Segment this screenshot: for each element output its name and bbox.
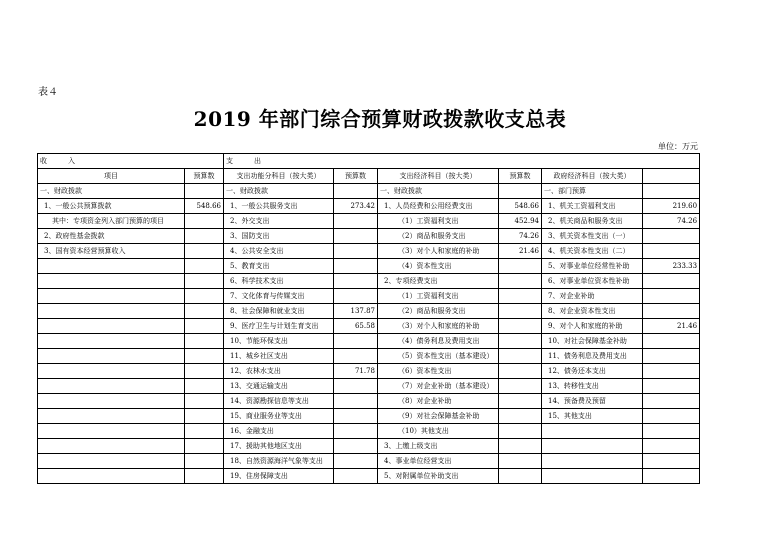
func-item: 17、援助其他地区支出 (224, 439, 334, 454)
income-item (38, 304, 185, 319)
gov-item: 3、机关资本性支出（一） (542, 229, 643, 244)
gov-item: 2、机关商品和服务支出 (542, 214, 643, 229)
col-budget-header: 预算数 (334, 169, 378, 184)
gov-item: 12、债务还本支出 (542, 364, 643, 379)
func-amount (334, 184, 378, 199)
table-row (38, 424, 700, 439)
econ-item: （3）对个人和家庭的补助 (378, 319, 499, 334)
gov-item (542, 439, 643, 454)
func-amount (334, 439, 378, 454)
gov-amount (643, 244, 700, 259)
income-item (38, 289, 185, 304)
func-amount (334, 394, 378, 409)
func-item: 16、金融支出 (224, 424, 334, 439)
econ-item: （4）债务利息及费用支出 (378, 334, 499, 349)
func-amount (334, 409, 378, 424)
econ-item: （2）商品和服务支出 (378, 304, 499, 319)
func-amount: 273.42 (334, 199, 378, 214)
gov-item: 14、预备费及预留 (542, 394, 643, 409)
income-item (38, 349, 185, 364)
func-amount (334, 469, 378, 484)
econ-item: （8）对企业补助 (378, 394, 499, 409)
table-row (38, 214, 700, 229)
table-row (38, 319, 700, 334)
gov-item: 6、对事业单位资本性补助 (542, 274, 643, 289)
income-amount (185, 319, 224, 334)
gov-amount: 21.46 (643, 319, 700, 334)
func-item: 5、教育支出 (224, 259, 334, 274)
econ-item: （10）其他支出 (378, 424, 499, 439)
table-row (38, 394, 700, 409)
econ-amount (499, 439, 542, 454)
func-amount: 65.58 (334, 319, 378, 334)
gov-amount (643, 454, 700, 469)
gov-item: 4、机关资本性支出（二） (542, 244, 643, 259)
gov-amount (643, 364, 700, 379)
gov-item: 15、其他支出 (542, 409, 643, 424)
econ-item: （1）工资福利支出 (378, 289, 499, 304)
gov-item: 8、对企业资本性支出 (542, 304, 643, 319)
table-row (38, 349, 700, 364)
func-item: 一、财政拨款 (224, 184, 334, 199)
table-row (38, 469, 700, 484)
econ-amount (499, 379, 542, 394)
col-budget-header: 预算数 (499, 169, 542, 184)
income-item (38, 454, 185, 469)
func-amount (334, 289, 378, 304)
func-item: 3、国防支出 (224, 229, 334, 244)
gov-amount: 74.26 (643, 214, 700, 229)
income-amount (185, 334, 224, 349)
income-item (38, 364, 185, 379)
income-amount (185, 244, 224, 259)
expense-header: 支 出 (224, 154, 700, 169)
gov-amount: 233.33 (643, 259, 700, 274)
func-amount (334, 274, 378, 289)
table-row (38, 379, 700, 394)
econ-amount: 21.46 (499, 244, 542, 259)
func-item: 9、医疗卫生与计划生育支出 (224, 319, 334, 334)
gov-amount (643, 424, 700, 439)
econ-amount (499, 364, 542, 379)
gov-amount (643, 334, 700, 349)
income-amount (185, 394, 224, 409)
table-row (38, 184, 700, 199)
gov-item: 7、对企业补助 (542, 289, 643, 304)
col-budget-header (643, 169, 700, 184)
table-row (38, 199, 700, 214)
gov-item: 5、对事业单位经常性补助 (542, 259, 643, 274)
econ-amount (499, 409, 542, 424)
income-amount (185, 379, 224, 394)
gov-item (542, 469, 643, 484)
table-row (38, 289, 700, 304)
func-item: 2、外交支出 (224, 214, 334, 229)
econ-item: 5、对附属单位补助支出 (378, 469, 499, 484)
econ-amount (499, 454, 542, 469)
func-item: 6、科学技术支出 (224, 274, 334, 289)
income-amount (185, 469, 224, 484)
page-title: 2019 年部门综合预算财政拨款收支总表 (193, 107, 567, 131)
func-amount (334, 454, 378, 469)
gov-amount (643, 439, 700, 454)
income-amount (185, 424, 224, 439)
func-item: 12、农林水支出 (224, 364, 334, 379)
income-item: 1、一般公共预算拨款 (38, 199, 185, 214)
econ-amount (499, 274, 542, 289)
gov-amount (643, 274, 700, 289)
func-item: 14、资源勘探信息等支出 (224, 394, 334, 409)
func-item: 1、一般公共服务支出 (224, 199, 334, 214)
gov-amount (643, 304, 700, 319)
col-econ-header: 支出经济科目（按大类） (378, 169, 499, 184)
gov-amount (643, 184, 700, 199)
table-row (38, 274, 700, 289)
table-row (38, 304, 700, 319)
income-item (38, 319, 185, 334)
econ-item: 1、人员经费和公用经费支出 (378, 199, 499, 214)
econ-item: （6）资本性支出 (378, 364, 499, 379)
econ-amount (499, 424, 542, 439)
table-row (38, 259, 700, 274)
gov-amount (643, 394, 700, 409)
income-amount (185, 229, 224, 244)
gov-item (542, 424, 643, 439)
func-amount (334, 424, 378, 439)
income-item (38, 424, 185, 439)
econ-amount (499, 469, 542, 484)
income-amount (185, 409, 224, 424)
econ-amount: 74.26 (499, 229, 542, 244)
econ-amount: 452.94 (499, 214, 542, 229)
income-amount (185, 259, 224, 274)
econ-amount (499, 349, 542, 364)
econ-item: （7）对企业补助（基本建设） (378, 379, 499, 394)
gov-item: 9、对个人和家庭的补助 (542, 319, 643, 334)
func-amount (334, 379, 378, 394)
income-amount (185, 214, 224, 229)
gov-item: 一、部门预算 (542, 184, 643, 199)
gov-amount (643, 229, 700, 244)
gov-item (542, 454, 643, 469)
gov-amount (643, 379, 700, 394)
econ-item: 2、专项经费支出 (378, 274, 499, 289)
func-item: 7、文化体育与传媒支出 (224, 289, 334, 304)
income-amount (185, 274, 224, 289)
header-row-columns (38, 169, 700, 184)
table-row (38, 229, 700, 244)
gov-amount (643, 409, 700, 424)
income-amount (185, 184, 224, 199)
table-row (38, 454, 700, 469)
table-row (38, 409, 700, 424)
gov-amount: 219.60 (643, 199, 700, 214)
income-item: 其中：专项资金列入部门预算的项目 (38, 214, 185, 229)
econ-item: （5）资本性支出（基本建设） (378, 349, 499, 364)
budget-table (37, 153, 700, 484)
func-item: 11、城乡社区支出 (224, 349, 334, 364)
table-row (38, 334, 700, 349)
econ-amount (499, 259, 542, 274)
econ-item: 3、上缴上级支出 (378, 439, 499, 454)
func-item: 19、住房保障支出 (224, 469, 334, 484)
econ-item: （2）商品和服务支出 (378, 229, 499, 244)
func-amount: 137.87 (334, 304, 378, 319)
econ-amount (499, 304, 542, 319)
econ-item: （4）资本性支出 (378, 259, 499, 274)
income-amount (185, 304, 224, 319)
econ-amount (499, 334, 542, 349)
income-amount (185, 289, 224, 304)
econ-amount: 548.66 (499, 199, 542, 214)
gov-amount (643, 289, 700, 304)
unit-label: 单位：万元 (658, 142, 698, 151)
func-item: 13、交通运输支出 (224, 379, 334, 394)
income-item: 一、财政拨款 (38, 184, 185, 199)
income-item (38, 469, 185, 484)
func-item: 10、节能环保支出 (224, 334, 334, 349)
table-row (38, 364, 700, 379)
income-amount (185, 454, 224, 469)
gov-item: 1、机关工资福利支出 (542, 199, 643, 214)
func-amount (334, 229, 378, 244)
col-item-header: 项目 (38, 169, 185, 184)
func-item: 18、自然资源海洋气象等支出 (224, 454, 334, 469)
income-amount (185, 439, 224, 454)
income-item (38, 439, 185, 454)
func-amount (334, 259, 378, 274)
table-row (38, 439, 700, 454)
income-item (38, 409, 185, 424)
func-amount (334, 244, 378, 259)
econ-item: 一、财政拨款 (378, 184, 499, 199)
econ-item: （3）对个人和家庭的补助 (378, 244, 499, 259)
income-item (38, 334, 185, 349)
gov-item: 10、对社会保障基金补助 (542, 334, 643, 349)
gov-item: 13、转移性支出 (542, 379, 643, 394)
func-amount: 71.78 (334, 364, 378, 379)
table-number-label: 表４ (38, 87, 58, 98)
income-item: 3、国有资本经营预算收入 (38, 244, 185, 259)
econ-amount (499, 289, 542, 304)
gov-item: 11、债务利息及费用支出 (542, 349, 643, 364)
econ-amount (499, 319, 542, 334)
econ-item: （9）对社会保障基金补助 (378, 409, 499, 424)
econ-item: 4、事业单位经营支出 (378, 454, 499, 469)
table-row (38, 244, 700, 259)
col-func-header: 支出功能分科目（按大类） (224, 169, 334, 184)
income-amount (185, 364, 224, 379)
col-budget-header: 预算数 (185, 169, 224, 184)
income-item: 2、政府性基金拨款 (38, 229, 185, 244)
func-amount (334, 349, 378, 364)
func-item: 4、公共安全支出 (224, 244, 334, 259)
header-row-group (38, 154, 700, 169)
func-item: 15、商业服务业等支出 (224, 409, 334, 424)
income-item (38, 394, 185, 409)
func-item: 8、社会保障和就业支出 (224, 304, 334, 319)
income-header: 收 入 (38, 154, 224, 169)
econ-amount (499, 394, 542, 409)
gov-amount (643, 469, 700, 484)
func-amount (334, 214, 378, 229)
income-amount (185, 349, 224, 364)
gov-amount (643, 349, 700, 364)
income-item (38, 274, 185, 289)
func-amount (334, 334, 378, 349)
income-amount: 548.66 (185, 199, 224, 214)
col-gov-header: 政府经济科目（按大类） (542, 169, 643, 184)
income-item (38, 259, 185, 274)
econ-amount (499, 184, 542, 199)
econ-item: （1）工资福利支出 (378, 214, 499, 229)
income-item (38, 379, 185, 394)
